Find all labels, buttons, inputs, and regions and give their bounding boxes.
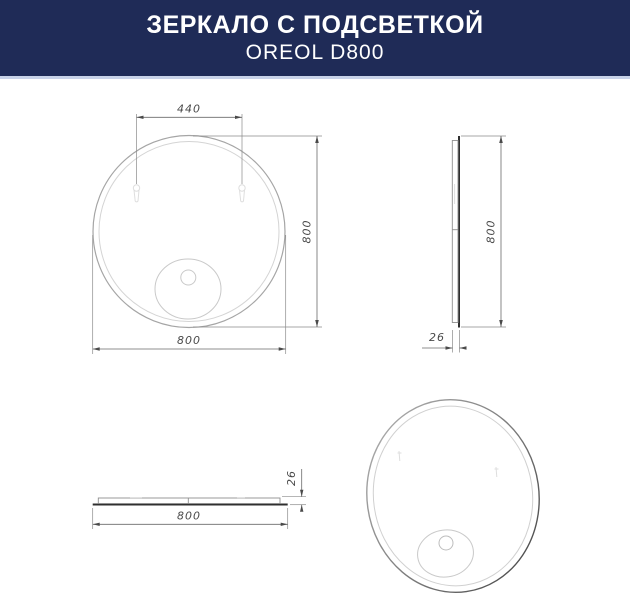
dim-label-800-bottom-view: 800 xyxy=(177,509,201,523)
mirror-outline-3d xyxy=(354,388,551,594)
sensor-button-outline-3d xyxy=(439,536,453,550)
dimension-front-width xyxy=(93,235,286,354)
side-view xyxy=(422,136,506,353)
title-bar xyxy=(0,0,630,79)
dim-label-26-side: 26 xyxy=(429,331,445,344)
mount-bracket-left xyxy=(133,185,139,202)
dim-label-800-side: 800 xyxy=(484,219,498,244)
dim-label-800-bottom: 800 xyxy=(177,334,201,347)
product-model: OREOL D800 xyxy=(245,40,385,64)
mirror-outline xyxy=(93,136,285,328)
front-view xyxy=(93,103,322,355)
dim-label-440: 440 xyxy=(177,102,201,116)
sensor-button-outline xyxy=(181,270,196,285)
backing-panel-outline xyxy=(452,141,458,323)
led-ring-outline xyxy=(99,142,279,322)
mount-bracket-right xyxy=(239,185,245,202)
mount-bracket-ghost-left xyxy=(398,451,402,461)
mount-bracket-ghost-right xyxy=(495,467,499,477)
dimension-bottom-width xyxy=(93,508,288,529)
backing-panel-outline xyxy=(98,498,280,504)
dim-label-800-right: 800 xyxy=(300,219,314,244)
technical-drawing xyxy=(0,79,630,594)
dim-label-26-bottom: 26 xyxy=(285,470,298,486)
dimension-side-height xyxy=(461,136,506,327)
perspective-view xyxy=(354,388,551,594)
dimension-side-depth xyxy=(422,330,467,353)
bottom-view xyxy=(93,469,306,529)
product-title: ЗЕРКАЛО С ПОДСВЕТКОЙ xyxy=(146,11,484,40)
sensor-zone-outline-3d xyxy=(415,526,477,580)
sensor-zone-outline xyxy=(155,259,221,319)
led-ring-outline-3d xyxy=(362,396,545,594)
